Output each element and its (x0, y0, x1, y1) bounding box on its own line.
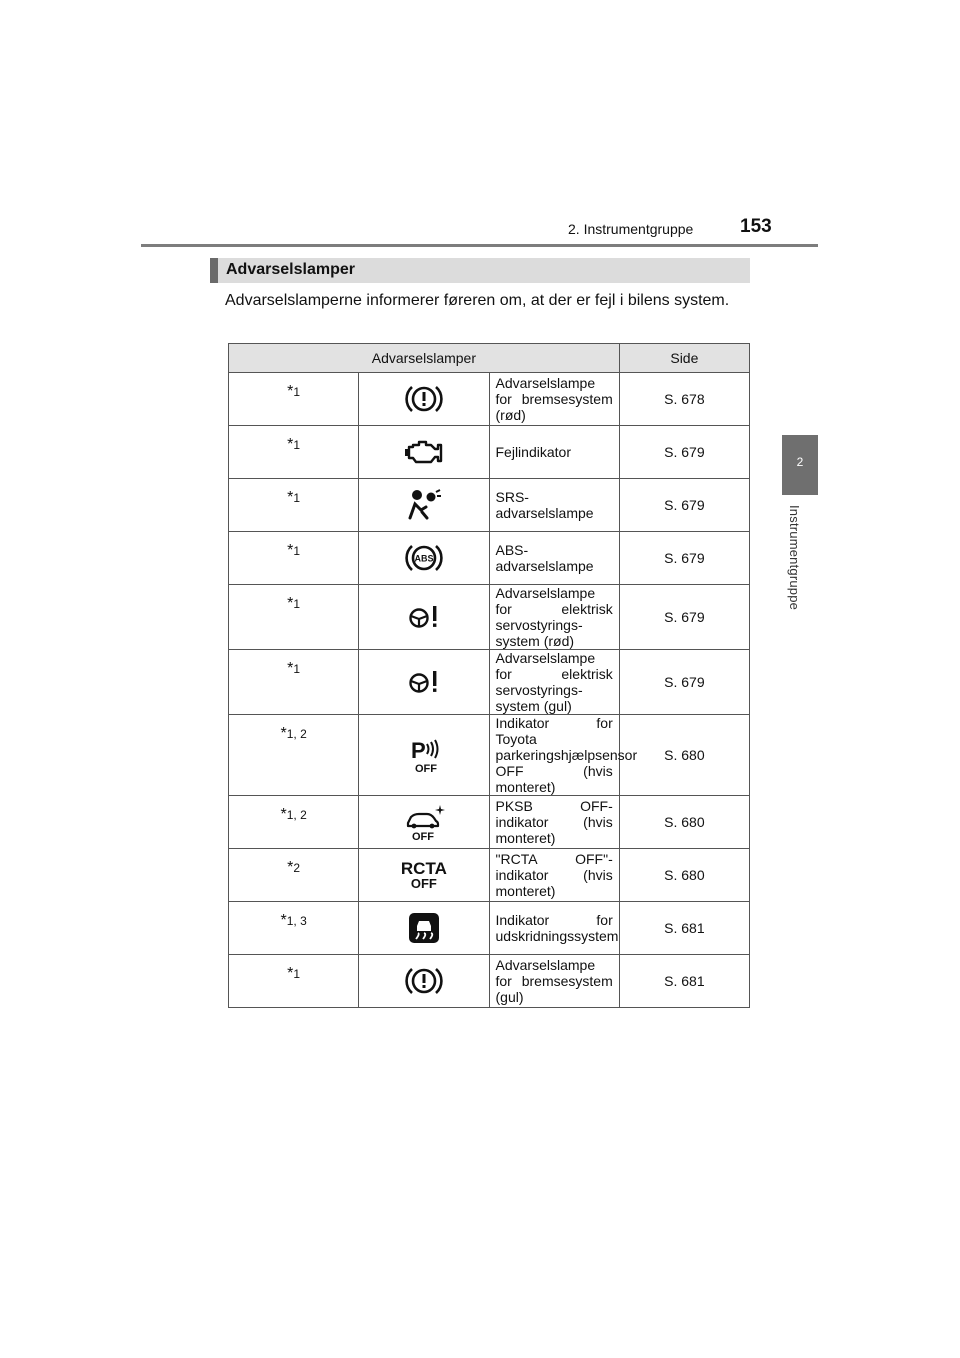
rcta-icon-subtext: OFF (410, 875, 437, 891)
srs-airbag-icon (405, 488, 443, 522)
lamp-description: Fejlindikator (489, 426, 619, 479)
footnote-cell: *1, 3 (229, 902, 359, 955)
chapter-side-label: Instrumentgruppe (787, 505, 802, 611)
page-reference: S. 678 (619, 373, 749, 426)
lamp-description: Indikator for udskridningssystem (489, 902, 619, 955)
footnote-ref: 1, 2 (286, 727, 307, 741)
footnote-ref: 1 (293, 544, 301, 558)
page-number: 153 (740, 216, 772, 237)
footnote-ref: 2 (293, 861, 301, 875)
page-reference: S. 679 (619, 426, 749, 479)
footnote-ref: 1 (293, 438, 301, 452)
lamp-description: SRS-advarselslampe (489, 479, 619, 532)
lamp-description: ABS-advarselslampe (489, 532, 619, 585)
footnote-cell: *1, 2 (229, 715, 359, 796)
page-reference: S. 681 (619, 955, 749, 1008)
chapter-title: 2. Instrumentgruppe (568, 221, 694, 237)
table-row (229, 796, 750, 849)
slip-indicator-icon (407, 911, 441, 945)
svg-text:ABS: ABS (414, 553, 434, 564)
footnote-cell: *2 (229, 849, 359, 902)
footnote-cell: *1 (229, 532, 359, 585)
svg-text:P: P (410, 738, 426, 763)
table-row (229, 373, 750, 426)
table-row (229, 479, 750, 532)
rcta-icon-text: RCTA (400, 858, 447, 878)
footnote-cell: *1 (229, 650, 359, 715)
page-reference: S. 680 (619, 849, 749, 902)
header-side: Side (619, 344, 749, 373)
lamp-description: Advarselslampe for elektrisk servostyrings-system (gul) (489, 650, 619, 715)
page-reference: S. 679 (619, 479, 749, 532)
rcta-off-icon (359, 849, 489, 902)
steering-warning-icon (406, 602, 442, 632)
brake-warning-icon (405, 965, 443, 997)
footnote-ref: 1 (293, 597, 301, 611)
page-reference: S. 680 (619, 715, 749, 796)
table-row (229, 585, 750, 650)
page-reference: S. 680 (619, 796, 749, 849)
section-title: Advarselslamper (226, 261, 355, 278)
header-lamps: Advarselslamper (229, 344, 620, 373)
table-header-row (229, 344, 750, 373)
section-heading (210, 258, 750, 283)
pksb-off-icon (402, 803, 446, 841)
lamp-description: Indikator for Toyota parkeringshjælpsensor OFF (hvis monteret) (489, 715, 619, 796)
table-row (229, 426, 750, 479)
abs-icon (405, 542, 443, 574)
footnote-cell: *1 (229, 955, 359, 1008)
page-reference: S. 679 (619, 532, 749, 585)
table-row (229, 955, 750, 1008)
footnote-cell: *1 (229, 373, 359, 426)
footnote-ref: 1 (293, 491, 301, 505)
footnote-ref: 1 (293, 662, 301, 676)
lamp-description: Advarselslampe for bremsesystem (rød) (489, 373, 619, 426)
header-rule (141, 244, 818, 247)
lamp-description: PKSB OFF-indikator (hvis monteret) (489, 796, 619, 849)
brake-warning-icon (405, 383, 443, 415)
chapter-side-tab (782, 435, 818, 495)
steering-warning-icon (406, 667, 442, 697)
lamp-description: "RCTA OFF"-indikator (hvis monteret) (489, 849, 619, 902)
page-reference: S. 679 (619, 585, 749, 650)
table-row (229, 849, 750, 902)
table-row (229, 532, 750, 585)
footnote-ref: 1, 2 (286, 808, 307, 822)
footnote-ref: 1 (293, 967, 301, 981)
footnote-cell: *1 (229, 585, 359, 650)
table-row (229, 902, 750, 955)
chapter-tab-number: 2 (796, 455, 804, 469)
parking-sensor-off-icon (404, 736, 444, 774)
page-reference: S. 681 (619, 902, 749, 955)
svg-text:OFF: OFF (411, 831, 434, 841)
table-row (229, 650, 750, 715)
footnote-ref: 1 (293, 385, 301, 399)
page-reference: S. 679 (619, 650, 749, 715)
footnote-cell: *1 (229, 479, 359, 532)
warning-lamps-table (228, 343, 750, 1008)
svg-text:OFF: OFF (414, 763, 437, 774)
table-row (229, 715, 750, 796)
section-intro: Advarselslamperne informerer føreren om, at der er fejl i bilens system. (225, 292, 730, 309)
footnote-cell: *1, 2 (229, 796, 359, 849)
lamp-description: Advarselslampe for bremsesystem (gul) (489, 955, 619, 1008)
footnote-cell: *1 (229, 426, 359, 479)
footnote-ref: 1, 3 (286, 914, 307, 928)
engine-check-icon (404, 437, 444, 467)
lamp-description: Advarselslampe for elektrisk servostyrings-system (rød) (489, 585, 619, 650)
